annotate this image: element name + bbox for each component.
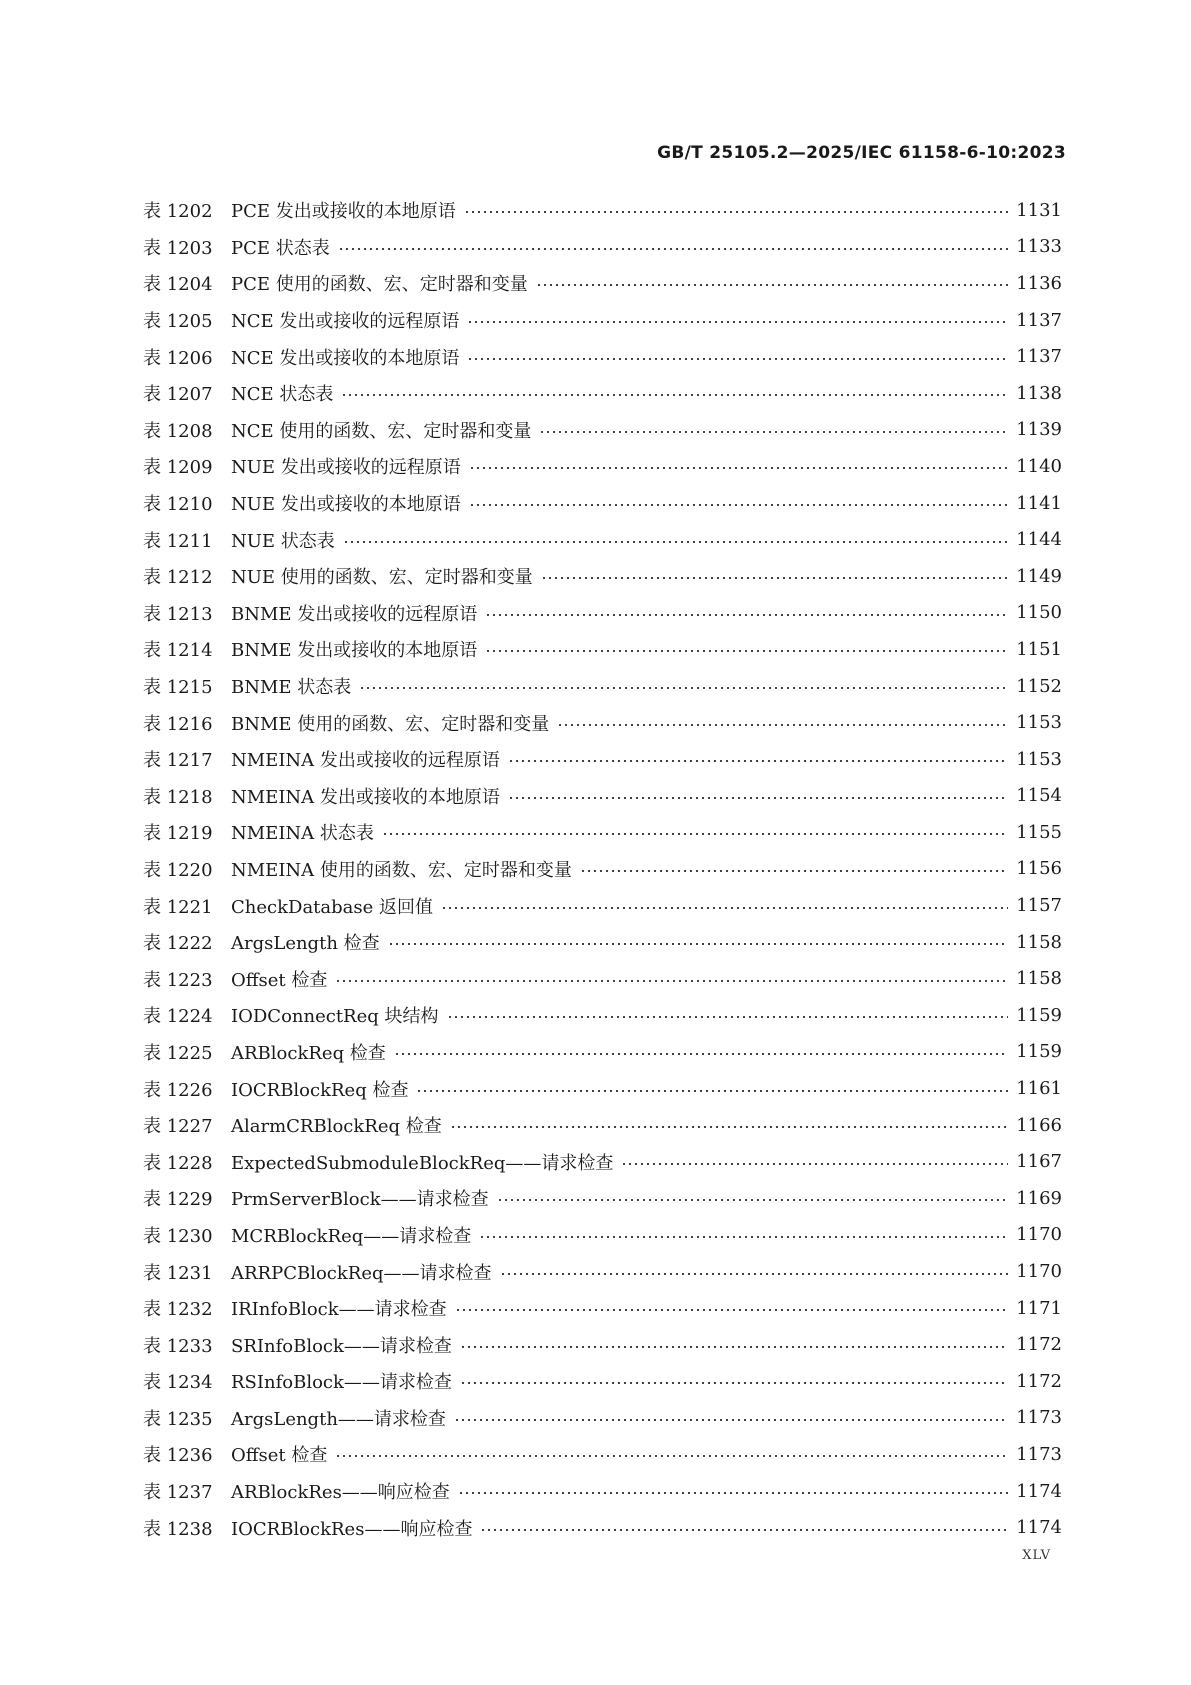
toc-table-title: CheckDatabase 返回值 — [231, 896, 433, 918]
toc-entry[interactable] — [143, 778, 1062, 815]
toc-page-number: 1169 — [1016, 1187, 1062, 1209]
toc-entry[interactable] — [143, 302, 1062, 339]
toc-entry[interactable] — [143, 229, 1062, 266]
dot-leader — [382, 833, 1008, 835]
toc-page-number: 1153 — [1016, 748, 1062, 770]
toc-table-number: 表 1211 — [143, 530, 213, 552]
toc-page-number: 1174 — [1016, 1480, 1062, 1502]
toc-table-title: NCE 发出或接收的远程原语 — [231, 311, 460, 333]
dot-leader — [460, 1382, 1008, 1384]
toc-page-number: 1154 — [1016, 785, 1062, 807]
dot-leader — [458, 1492, 1008, 1494]
toc-table-number: 表 1224 — [143, 1006, 213, 1028]
toc-table-title: BNME 发出或接收的远程原语 — [231, 603, 478, 625]
toc-table-title: AlarmCRBlockReq 检查 — [231, 1116, 442, 1138]
toc-table-number: 表 1234 — [143, 1372, 213, 1394]
toc-entry[interactable] — [143, 1143, 1062, 1180]
dot-leader — [508, 760, 1008, 762]
dot-leader — [455, 1309, 1008, 1311]
toc-entry[interactable] — [143, 1253, 1062, 1290]
dot-leader — [485, 650, 1008, 652]
toc-page-number: 1171 — [1016, 1297, 1062, 1319]
toc-entry[interactable] — [143, 1070, 1062, 1107]
toc-entry[interactable] — [143, 521, 1062, 558]
toc-page-number: 1153 — [1016, 712, 1062, 734]
toc-table-number: 表 1233 — [143, 1335, 213, 1357]
toc-entry[interactable] — [143, 192, 1062, 229]
toc-entry[interactable] — [143, 265, 1062, 302]
dot-leader — [460, 1346, 1008, 1348]
dot-leader — [539, 431, 1008, 433]
toc-table-title: PCE 状态表 — [231, 237, 330, 259]
toc-page-number: 1152 — [1016, 675, 1062, 697]
toc-table-title: NUE 发出或接收的远程原语 — [231, 457, 461, 479]
dot-leader — [621, 1163, 1008, 1165]
toc-page-number: 1150 — [1016, 602, 1062, 624]
toc-table-title: PCE 发出或接收的本地原语 — [231, 201, 456, 223]
dot-leader — [467, 321, 1008, 323]
toc-entry[interactable] — [143, 1180, 1062, 1217]
toc-page-number: 1151 — [1016, 638, 1062, 660]
toc-table-number: 表 1226 — [143, 1079, 213, 1101]
toc-table-number: 表 1231 — [143, 1262, 213, 1284]
toc-entry[interactable] — [143, 997, 1062, 1034]
toc-table-title: MCRBlockReq——请求检查 — [231, 1225, 472, 1247]
toc-table-title: BNME 使用的函数、宏、定时器和变量 — [231, 713, 550, 735]
toc-table-title: NCE 状态表 — [231, 384, 334, 406]
toc-table-number: 表 1220 — [143, 859, 213, 881]
toc-entry[interactable] — [143, 1326, 1062, 1363]
toc-table-title: NUE 状态表 — [231, 530, 335, 552]
toc-entry[interactable] — [143, 338, 1062, 375]
toc-table-number: 表 1217 — [143, 750, 213, 772]
dot-leader — [479, 1236, 1008, 1238]
toc-entry[interactable] — [143, 485, 1062, 522]
toc-table-number: 表 1222 — [143, 933, 213, 955]
dot-leader — [338, 248, 1008, 250]
toc-table-number: 表 1209 — [143, 457, 213, 479]
toc-table-title: PCE 使用的函数、宏、定时器和变量 — [231, 274, 528, 296]
toc-table-title: NUE 使用的函数、宏、定时器和变量 — [231, 567, 533, 589]
toc-entry[interactable] — [143, 1509, 1062, 1546]
toc-page-number: 1157 — [1016, 895, 1062, 917]
toc-page-number: 1158 — [1016, 968, 1062, 990]
toc-page-number: 1136 — [1016, 272, 1062, 294]
dot-leader — [508, 797, 1008, 799]
toc-table-number: 表 1228 — [143, 1152, 213, 1174]
toc-table-title: ArgsLength——请求检查 — [231, 1408, 446, 1430]
toc-page-number: 1159 — [1016, 1004, 1062, 1026]
toc-entry[interactable] — [143, 631, 1062, 668]
toc-table-number: 表 1213 — [143, 603, 213, 625]
toc-page-number: 1173 — [1016, 1443, 1062, 1465]
toc-table-title: NMEINA 发出或接收的本地原语 — [231, 786, 500, 808]
toc-table-number: 表 1203 — [143, 237, 213, 259]
dot-leader — [557, 724, 1008, 726]
dot-leader — [580, 870, 1008, 872]
toc-entry[interactable] — [143, 448, 1062, 485]
toc-page-number: 1161 — [1016, 1078, 1062, 1100]
dot-leader — [485, 614, 1008, 616]
dot-leader — [335, 1455, 1008, 1457]
toc-table-number: 表 1215 — [143, 677, 213, 699]
toc-page-number: 1141 — [1016, 492, 1062, 514]
toc-table-title: IOCRBlockReq 检查 — [231, 1079, 409, 1101]
toc-entry[interactable] — [143, 412, 1062, 449]
dot-leader — [469, 504, 1008, 506]
dot-leader — [467, 358, 1008, 360]
toc-table-title: NMEINA 发出或接收的远程原语 — [231, 750, 500, 772]
toc-table-title: PrmServerBlock——请求检查 — [231, 1189, 489, 1211]
toc-page-number: 1156 — [1016, 858, 1062, 880]
toc-table-number: 表 1205 — [143, 311, 213, 333]
toc-table-number: 表 1236 — [143, 1445, 213, 1467]
toc-table-title: SRInfoBlock——请求检查 — [231, 1335, 452, 1357]
dot-leader — [335, 980, 1008, 982]
dot-leader — [416, 1090, 1008, 1092]
toc-entry[interactable] — [143, 668, 1062, 705]
toc-page-number: 1138 — [1016, 382, 1062, 404]
toc-entry[interactable] — [143, 924, 1062, 961]
toc-page-number: 1133 — [1016, 236, 1062, 258]
toc-entry[interactable] — [143, 851, 1062, 888]
toc-page-number: 1166 — [1016, 1114, 1062, 1136]
toc-entry[interactable] — [143, 741, 1062, 778]
toc-page-number: 1140 — [1016, 455, 1062, 477]
toc-page-number: 1144 — [1016, 529, 1062, 551]
toc-entry[interactable] — [143, 1473, 1062, 1510]
toc-page-number: 1172 — [1016, 1334, 1062, 1356]
toc-page-number: 1170 — [1016, 1261, 1062, 1283]
dot-leader — [447, 1016, 1008, 1018]
dot-leader — [343, 541, 1008, 543]
toc-entry[interactable] — [143, 558, 1062, 595]
toc-table-number: 表 1210 — [143, 494, 213, 516]
toc-page-number: 1139 — [1016, 419, 1062, 441]
toc-entry[interactable] — [143, 704, 1062, 741]
toc-table-title: RSInfoBlock——请求检查 — [231, 1372, 452, 1394]
toc-table-number: 表 1216 — [143, 713, 213, 735]
toc-table-title: ARBlockReq 检查 — [231, 1042, 386, 1064]
toc-table-number: 表 1202 — [143, 201, 213, 223]
toc-table-number: 表 1229 — [143, 1189, 213, 1211]
toc-table-number: 表 1235 — [143, 1408, 213, 1430]
dot-leader — [441, 907, 1008, 909]
toc-table-title: ARBlockRes——响应检查 — [231, 1482, 450, 1504]
toc-page-number: 1158 — [1016, 931, 1062, 953]
page-number: XLV — [1022, 1548, 1051, 1563]
toc-page-number: 1159 — [1016, 1041, 1062, 1063]
toc-table-number: 表 1230 — [143, 1225, 213, 1247]
toc-page-number: 1173 — [1016, 1407, 1062, 1429]
toc-entry[interactable] — [143, 1290, 1062, 1327]
toc-table-number: 表 1237 — [143, 1482, 213, 1504]
toc-entry[interactable] — [143, 887, 1062, 924]
toc-table-number: 表 1238 — [143, 1518, 213, 1540]
toc-table-number: 表 1208 — [143, 420, 213, 442]
toc-entry[interactable] — [143, 1107, 1062, 1144]
toc-table-title: NUE 发出或接收的本地原语 — [231, 494, 461, 516]
toc-page-number: 1137 — [1016, 346, 1062, 368]
dot-leader — [394, 1053, 1008, 1055]
toc-table-title: NMEINA 使用的函数、宏、定时器和变量 — [231, 859, 572, 881]
dot-leader — [541, 577, 1008, 579]
toc-table-title: ARRPCBlockReq——请求检查 — [231, 1262, 492, 1284]
toc-page-number: 1172 — [1016, 1370, 1062, 1392]
toc-table-title: ArgsLength 检查 — [231, 933, 380, 955]
toc-table-number: 表 1214 — [143, 640, 213, 662]
toc-page-number: 1149 — [1016, 565, 1062, 587]
table-of-contents — [143, 192, 1062, 1546]
toc-table-title: ExpectedSubmoduleBlockReq——请求检查 — [231, 1152, 614, 1174]
toc-table-number: 表 1221 — [143, 896, 213, 918]
toc-table-title: IOCRBlockRes——响应检查 — [231, 1518, 473, 1540]
toc-table-title: Offset 检查 — [231, 1445, 328, 1467]
toc-page-number: 1174 — [1016, 1517, 1062, 1539]
toc-page-number: 1155 — [1016, 821, 1062, 843]
dot-leader — [497, 1199, 1008, 1201]
toc-table-number: 表 1207 — [143, 384, 213, 406]
toc-entry[interactable] — [143, 1400, 1062, 1437]
toc-entry[interactable] — [143, 375, 1062, 412]
dot-leader — [341, 394, 1008, 396]
toc-table-title: IRInfoBlock——请求检查 — [231, 1299, 447, 1321]
toc-page-number: 1167 — [1016, 1151, 1062, 1173]
standard-header: GB/T 25105.2—2025/IEC 61158-6-10:2023 — [657, 143, 1066, 163]
toc-table-title: NCE 发出或接收的本地原语 — [231, 347, 460, 369]
toc-table-number: 表 1218 — [143, 786, 213, 808]
dot-leader — [480, 1529, 1008, 1531]
dot-leader — [500, 1273, 1008, 1275]
toc-table-title: NCE 使用的函数、宏、定时器和变量 — [231, 420, 532, 442]
toc-table-number: 表 1223 — [143, 969, 213, 991]
toc-table-number: 表 1219 — [143, 823, 213, 845]
toc-table-number: 表 1206 — [143, 347, 213, 369]
toc-page-number: 1137 — [1016, 309, 1062, 331]
dot-leader — [464, 211, 1008, 213]
toc-entry[interactable] — [143, 1217, 1062, 1254]
toc-entry[interactable] — [143, 814, 1062, 851]
dot-leader — [388, 943, 1008, 945]
toc-table-number: 表 1212 — [143, 567, 213, 589]
toc-table-title: Offset 检查 — [231, 969, 328, 991]
toc-table-number: 表 1232 — [143, 1299, 213, 1321]
dot-leader — [359, 687, 1008, 689]
dot-leader — [536, 284, 1008, 286]
toc-table-title: BNME 发出或接收的本地原语 — [231, 640, 478, 662]
toc-table-title: IODConnectReq 块结构 — [231, 1006, 439, 1028]
dot-leader — [454, 1419, 1008, 1421]
toc-entry[interactable] — [143, 960, 1062, 997]
toc-page-number: 1170 — [1016, 1224, 1062, 1246]
toc-entry[interactable] — [143, 595, 1062, 632]
toc-table-number: 表 1225 — [143, 1042, 213, 1064]
toc-entry[interactable] — [143, 1436, 1062, 1473]
toc-table-number: 表 1227 — [143, 1116, 213, 1138]
toc-page-number: 1131 — [1016, 199, 1062, 221]
dot-leader — [469, 467, 1008, 469]
toc-table-number: 表 1204 — [143, 274, 213, 296]
toc-entry[interactable] — [143, 1034, 1062, 1071]
toc-entry[interactable] — [143, 1363, 1062, 1400]
toc-table-title: BNME 状态表 — [231, 677, 352, 699]
toc-table-title: NMEINA 状态表 — [231, 823, 374, 845]
dot-leader — [450, 1126, 1008, 1128]
